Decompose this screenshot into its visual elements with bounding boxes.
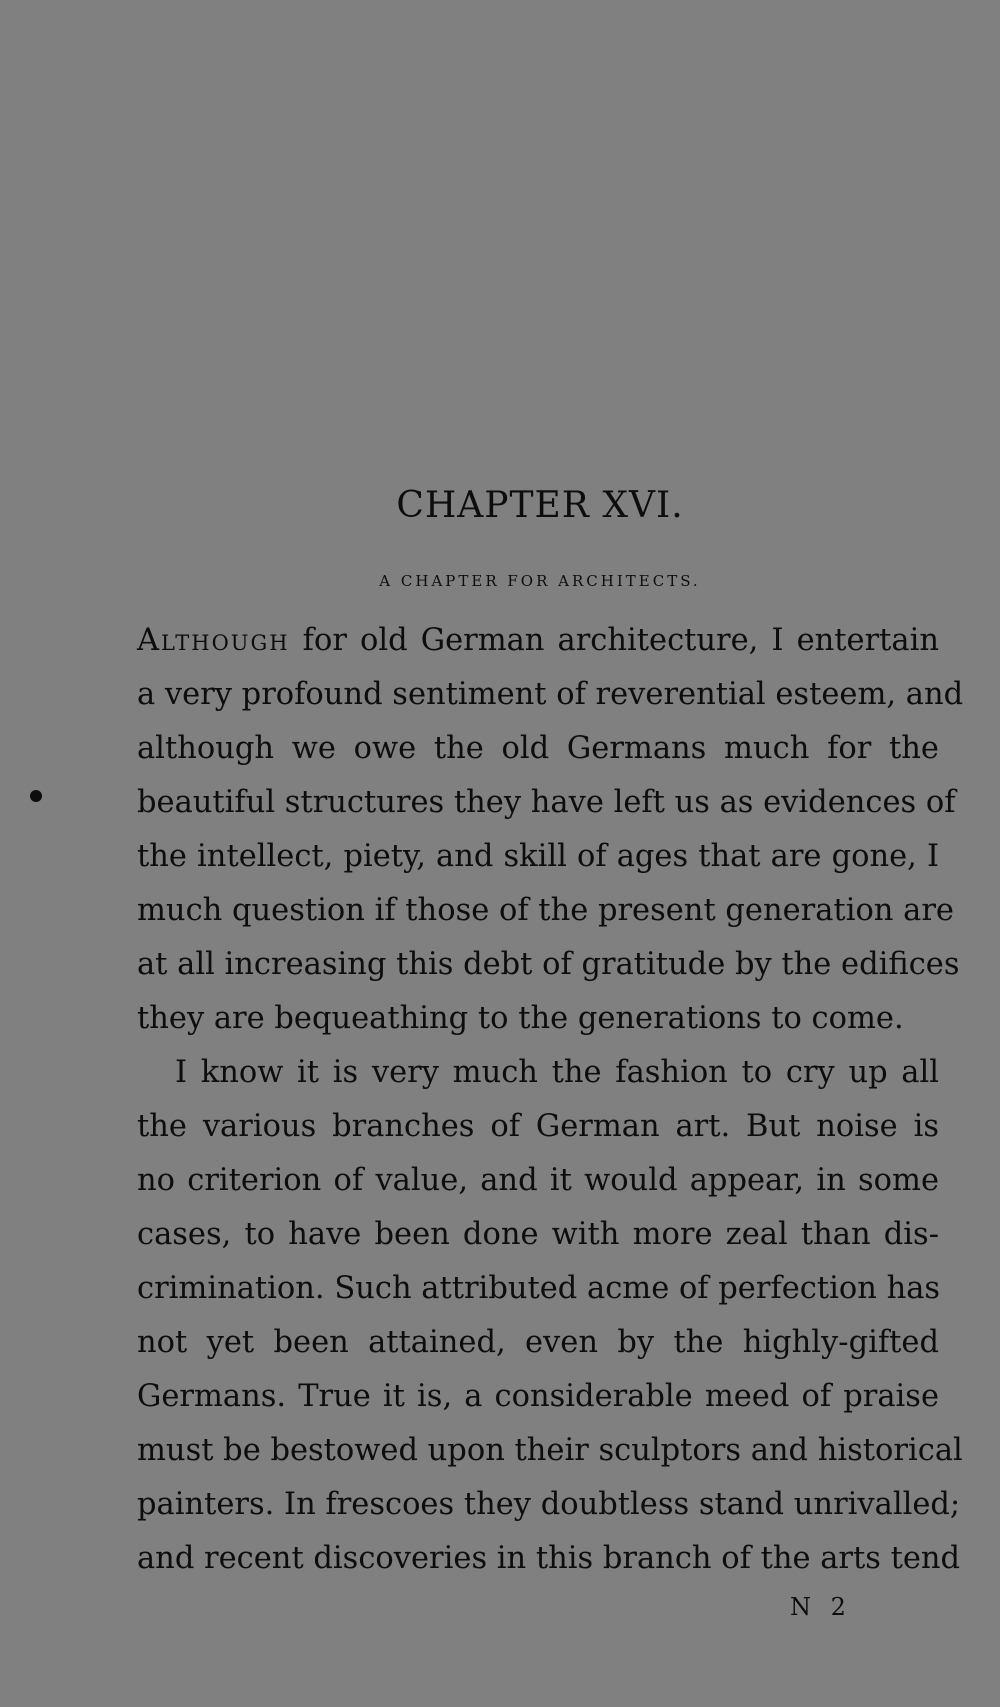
text-line: the intellect, piety, and skill of ages that are gone, I [137, 839, 939, 874]
margin-ink-spot [30, 790, 42, 802]
text-line: painters. In frescoes they doubtless stand unrivalled; [137, 1487, 961, 1522]
text-line: crimination. Such attributed acme of perfection has [137, 1271, 941, 1306]
text-line: at all increasing this debt of gratitude by the edifices [137, 947, 960, 982]
chapter-subtitle: A CHAPTER FOR ARCHITECTS. [379, 572, 701, 590]
text-line: I know it is very much the fashion to cry up all [175, 1055, 939, 1090]
text-line-content: for old German architecture, I entertain [289, 623, 939, 658]
text-line: must be bestowed upon their sculptors and historical [137, 1433, 963, 1468]
text-line: beautiful structures they have left us as evidences of [137, 785, 956, 820]
text-line: cases, to have been done with more zeal than dis- [137, 1217, 939, 1252]
body-text [137, 614, 964, 1586]
text-line: not yet been attained, even by the highly-gifted [137, 1325, 939, 1360]
text-line: Germans. True it is, a considerable meed of praise [137, 1379, 939, 1414]
chapter-title: CHAPTER XVI. [396, 485, 684, 526]
opening-word: Although [137, 623, 290, 658]
text-line: although we owe the old Germans much for the [137, 731, 939, 766]
text-line: they are bequeathing to the generations to come. [137, 1001, 904, 1036]
text-line: much question if those of the present generation are [137, 893, 954, 928]
signature-mark: N 2 [790, 1593, 852, 1621]
text-line: and recent discoveries in this branch of the arts tend [137, 1541, 961, 1576]
text-line [137, 614, 939, 668]
text-line: a very profound sentiment of reverential esteem, and [137, 677, 964, 712]
text-line: no criterion of value, and it would appear, in some [137, 1163, 939, 1198]
text-line: the various branches of German art. But noise is [137, 1109, 939, 1144]
